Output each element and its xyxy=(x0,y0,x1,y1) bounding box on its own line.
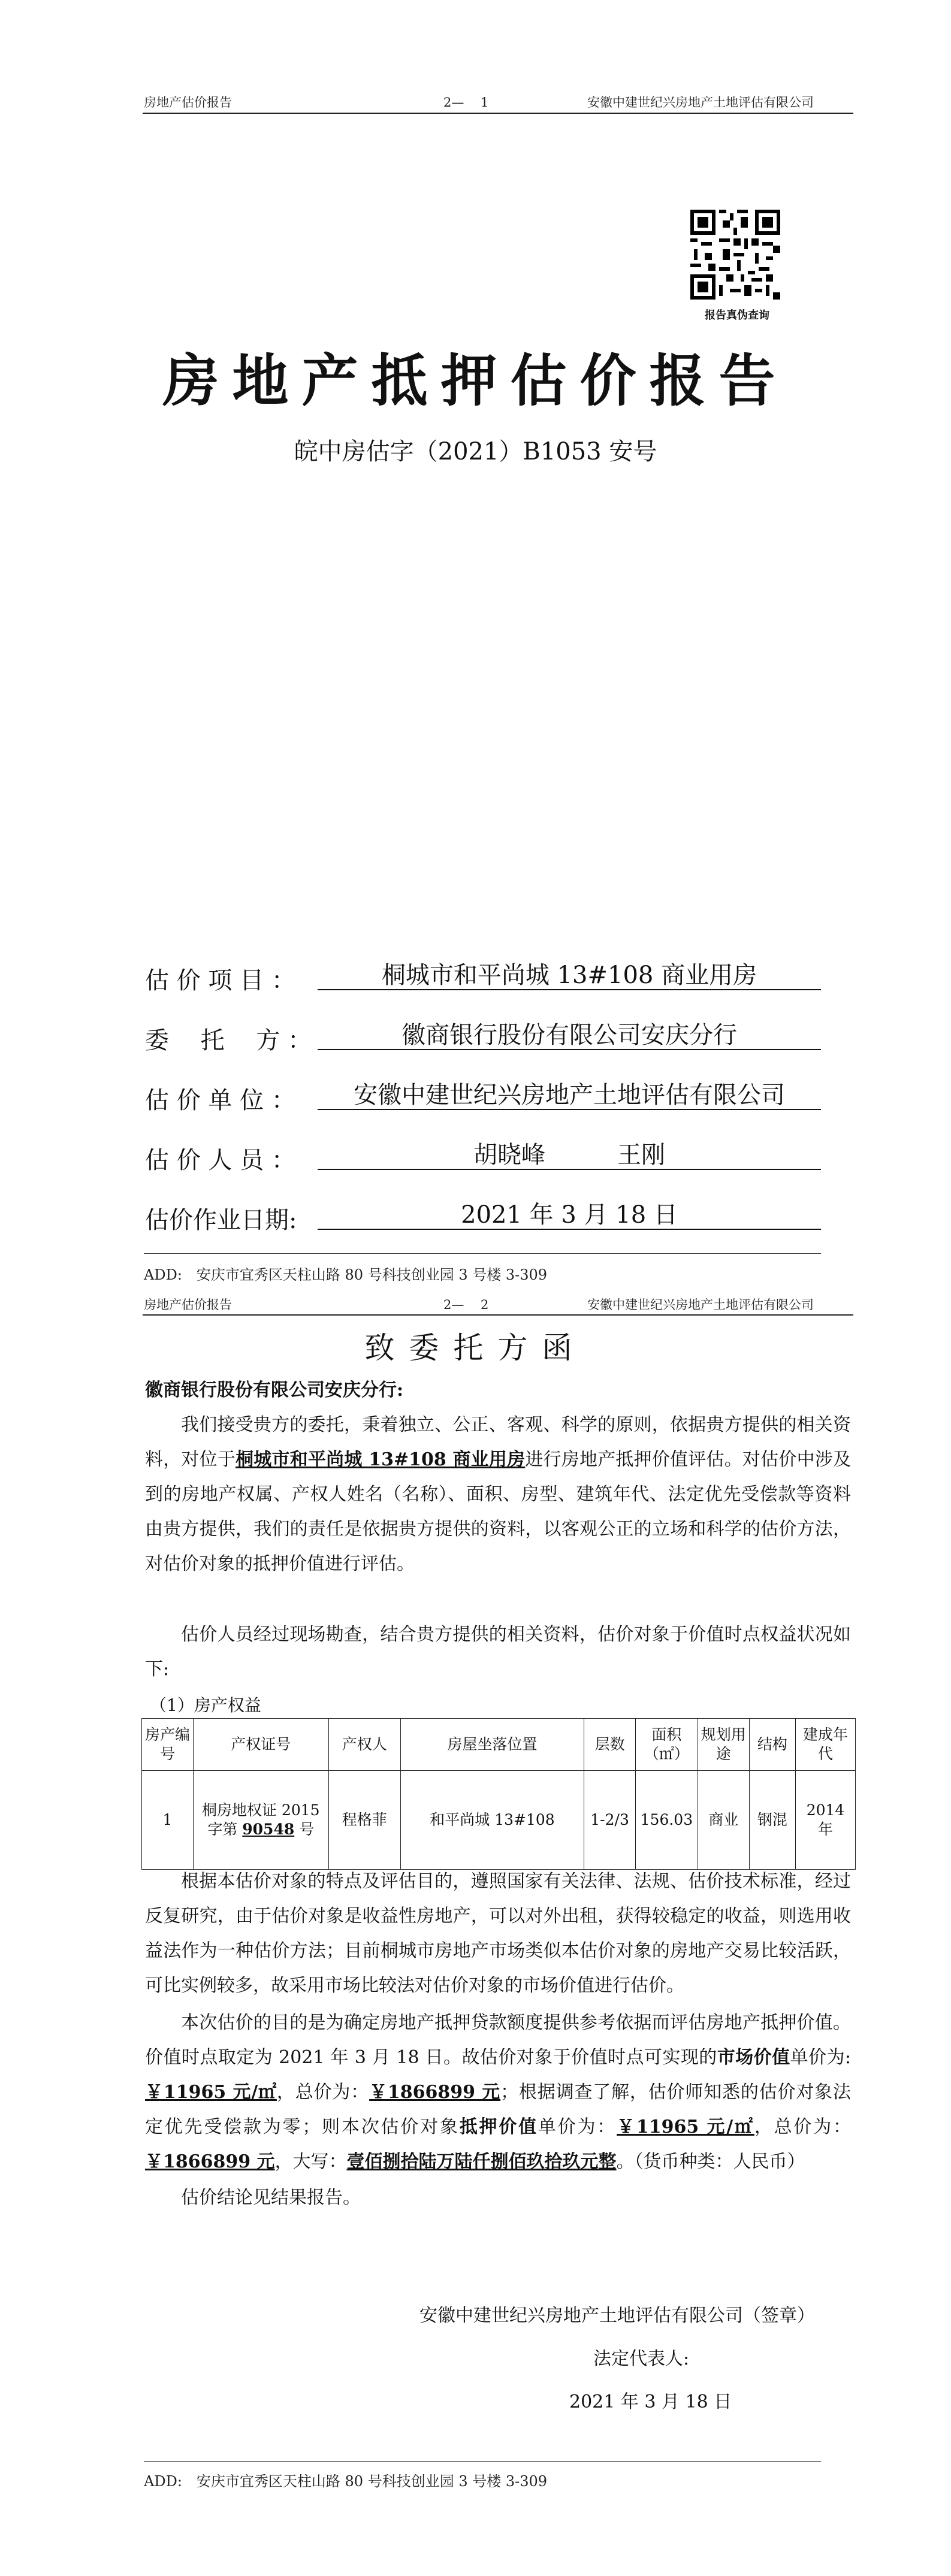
cell-location: 和平尚城 13#108 xyxy=(400,1771,584,1870)
letter-paragraph-5: 估价结论见结果报告。 xyxy=(181,2187,361,2208)
signature-date: 2021 年 3 月 18 日 xyxy=(569,2391,732,2412)
para4-m: ，大写： xyxy=(274,2151,347,2172)
info-row-project xyxy=(145,962,295,996)
para1-text-c: 进行房地产抵押价值评估。对估价中涉及到的房地产权属、产权人姓名（名称）、面积、房型、建筑年代、法定优先受偿款等资料由贵方提供，我们的责任是依据贵方提供的资料，以客观公正的立场和科学的估价方法，对估价对象的抵押价值进行评估。 xyxy=(145,1449,852,1574)
table-header-cell: 层数 xyxy=(584,1719,636,1771)
table-header-cell: 结构 xyxy=(749,1719,795,1771)
table-header-cell: 面积（㎡） xyxy=(636,1719,698,1771)
page1-header-right: 安徽中建世纪兴房地产土地评估有限公司 xyxy=(587,95,814,110)
info-row-appraiser-company xyxy=(145,1081,295,1115)
cell-structure: 钢混 xyxy=(749,1771,795,1870)
report-number: 皖中房估字（2021）B1053 安号 xyxy=(294,438,657,465)
letter-paragraph-1 xyxy=(145,1408,851,1582)
info-value-appraisers: 胡晓峰 王刚 xyxy=(318,1141,821,1170)
page1-header-page-number: 2— 1 xyxy=(443,95,489,110)
para4-a: 本次估价的目的是为确定房地产抵押贷款额度提供参考依据而评估房地产抵押价值。价值时点取定为 2021 年 3 月 18 日。故估价对象于价值时点可实现的 xyxy=(145,2012,851,2068)
market-total-price: ￥1866899 元 xyxy=(369,2082,501,2103)
total-price-in-words: 壹佰捌拾陆万陆仟捌佰玖拾玖元整 xyxy=(346,2151,617,2172)
para4-e: ，总价为： xyxy=(276,2082,370,2103)
section-property-rights: （1）房产权益 xyxy=(150,1695,261,1715)
qr-code-icon[interactable] xyxy=(690,210,780,300)
para4-g: ；根据调查了解，估价师知悉的估价对象法定优先受偿款为零；则本次估价对象 xyxy=(145,2082,852,2137)
letter-paragraph-4 xyxy=(145,2006,851,2179)
cell-owner: 程格菲 xyxy=(328,1771,400,1870)
page1-header-left: 房地产估价报告 xyxy=(144,95,232,110)
para4-c: 单价为: xyxy=(790,2047,852,2068)
para1-text-a: 我们接受贵方的委托，秉着独立、公正、客观、科学的原则，依据贵方提供的相关资料，对位于 xyxy=(145,1414,851,1470)
signature-legal-rep: 法定代表人: xyxy=(593,2348,690,2369)
info-row-work-date xyxy=(145,1201,297,1235)
para1-property-name: 桐城市和平尚城 13#108 商业用房 xyxy=(236,1449,526,1470)
para4-k: ，总价为： xyxy=(754,2117,852,2137)
cell-floors: 1-2/3 xyxy=(584,1771,636,1870)
cert-text-a: 桐房地权证 2015 字第 xyxy=(201,1801,320,1838)
info-value-work-date: 2021 年 3 月 18 日 xyxy=(318,1201,821,1230)
para4-market-value-label: 市场价值 xyxy=(717,2047,790,2068)
letter-paragraph-3: 根据本估价对象的特点及评估目的，遵照国家有关法律、法规、估价技术标准，经过反复研究，由于估价对象是收益性房地产，可以对外出租，获得较稳定的收益，则选用收益法作为一种估价方法；目前桐城市房地产市场类似本估价对象的房地产交易比较活跃，可比实例较多，故采用市场比较法对估价对象的市场价值进行估价。 xyxy=(145,1871,851,1996)
cell-use: 商业 xyxy=(698,1771,749,1870)
info-value-project: 桐城市和平尚城 13#108 商业用房 xyxy=(318,962,821,990)
letter-paragraph-2: 估价人员经过现场勘查，结合贵方提供的相关资料，估价对象于价值时点权益状况如下: xyxy=(145,1624,851,1680)
cert-text-c: 号 xyxy=(294,1821,315,1838)
cert-number: 90548 xyxy=(242,1821,295,1838)
info-value-client: 徽商银行股份有限公司安庆分行 xyxy=(318,1021,821,1050)
report-title: 房地产抵押估价报告 xyxy=(162,348,789,414)
signature-company: 安徽中建世纪兴房地产土地评估有限公司（签章） xyxy=(419,2305,815,2326)
letter-title: 致委托方函 xyxy=(364,1331,587,1365)
info-row-client xyxy=(145,1021,312,1056)
table-header-cell: 产权证号 xyxy=(193,1719,328,1771)
cell-area: 156.03 xyxy=(636,1771,698,1870)
mortgage-unit-price: ￥11965 元/㎡ xyxy=(617,2117,754,2137)
cell-certificate xyxy=(193,1771,328,1870)
table-header-cell: 房屋坐落位置 xyxy=(400,1719,584,1771)
info-label: 估 价 人 员 ： xyxy=(145,1147,295,1174)
page2-header-right: 安徽中建世纪兴房地产土地评估有限公司 xyxy=(587,1298,814,1312)
info-label: 估价作业日期: xyxy=(145,1207,297,1234)
page2-header-rule xyxy=(143,1314,853,1316)
qr-caption: 报告真伪查询 xyxy=(705,309,769,322)
info-label: 委 托 方 ： xyxy=(145,1027,312,1054)
cell-year: 2014 年 xyxy=(796,1771,856,1870)
market-unit-price: ￥11965 元/㎡ xyxy=(145,2082,277,2103)
page2-address: ADD: 安庆市宜秀区天柱山路 80 号科技创业园 3 号楼 3-309 xyxy=(144,2473,548,2490)
letter-addressee: 徽商银行股份有限公司安庆分行: xyxy=(145,1380,404,1401)
page1-address: ADD: 安庆市宜秀区天柱山路 80 号科技创业园 3 号楼 3-309 xyxy=(144,1266,548,1283)
page2-header-left: 房地产估价报告 xyxy=(144,1298,232,1312)
page2-footer-rule xyxy=(144,2461,821,2462)
cell-number: 1 xyxy=(142,1771,194,1870)
para4-o: 。（货币种类：人民币） xyxy=(616,2151,805,2172)
mortgage-total-price: ￥1866899 元 xyxy=(145,2151,275,2172)
para4-mortgage-value-label: 抵押价值 xyxy=(459,2117,538,2137)
page2-header-page-number: 2— 2 xyxy=(443,1298,489,1312)
table-header-cell: 建成年代 xyxy=(796,1719,856,1771)
page1-header-rule xyxy=(143,113,853,114)
table-header-row xyxy=(142,1719,856,1771)
table-header-cell: 规划用途 xyxy=(698,1719,749,1771)
table-header-cell: 房产编号 xyxy=(142,1719,194,1771)
info-label: 估 价 项 目 ： xyxy=(145,967,295,994)
table-row xyxy=(142,1771,856,1870)
para4-i: 单价为： xyxy=(538,2117,617,2137)
info-row-appraisers xyxy=(145,1141,295,1175)
page1-footer-rule xyxy=(144,1253,821,1254)
info-label: 估 价 单 位 ： xyxy=(145,1087,295,1114)
info-value-appraiser-company: 安徽中建世纪兴房地产土地评估有限公司 xyxy=(318,1081,821,1110)
property-rights-table xyxy=(141,1718,856,1870)
table-header-cell: 产权人 xyxy=(328,1719,400,1771)
